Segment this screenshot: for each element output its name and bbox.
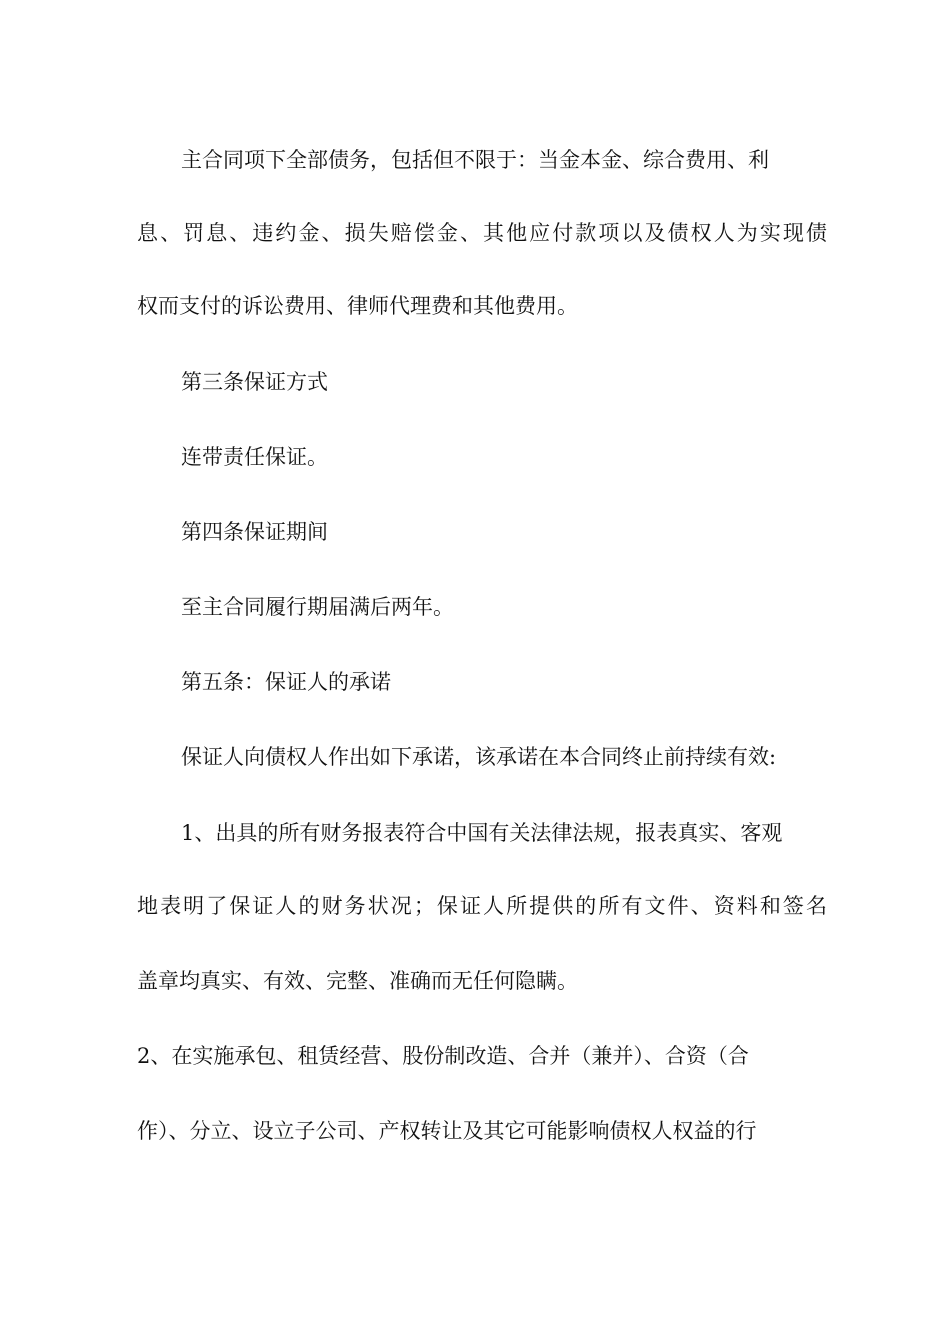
section-heading: 第五条：保证人的承诺 bbox=[181, 670, 391, 694]
section-heading: 第四条保证期间 bbox=[181, 520, 328, 544]
paragraph-line: 地表明了保证人的财务状况；保证人所提供的所有文件、资料和签名 bbox=[137, 894, 827, 918]
paragraph-line: 1、出具的所有财务报表符合中国有关法律法规，报表真实、客观 bbox=[181, 821, 783, 845]
paragraph-line: 作）、分立、设立子公司、产权转让及其它可能影响债权人权益的行 bbox=[137, 1119, 757, 1143]
paragraph-line: 盖章均真实、有效、完整、准确而无任何隐瞒。 bbox=[137, 969, 578, 993]
paragraph-line: 权而支付的诉讼费用、律师代理费和其他费用。 bbox=[137, 294, 578, 318]
section-heading: 第三条保证方式 bbox=[181, 370, 328, 394]
paragraph-line: 2、在实施承包、租赁经营、股份制改造、合并（兼并）、合资（合 bbox=[137, 1044, 749, 1068]
paragraph-line: 主合同项下全部债务，包括但不限于：当金本金、综合费用、利 bbox=[181, 148, 769, 172]
paragraph-line: 至主合同履行期届满后两年。 bbox=[181, 595, 454, 619]
paragraph-line: 息、罚息、违约金、损失赔偿金、其他应付款项以及债权人为实现债 bbox=[137, 221, 827, 245]
paragraph-line: 保证人向债权人作出如下承诺，该承诺在本合同终止前持续有效: bbox=[181, 745, 777, 769]
paragraph-line: 连带责任保证。 bbox=[181, 445, 328, 469]
